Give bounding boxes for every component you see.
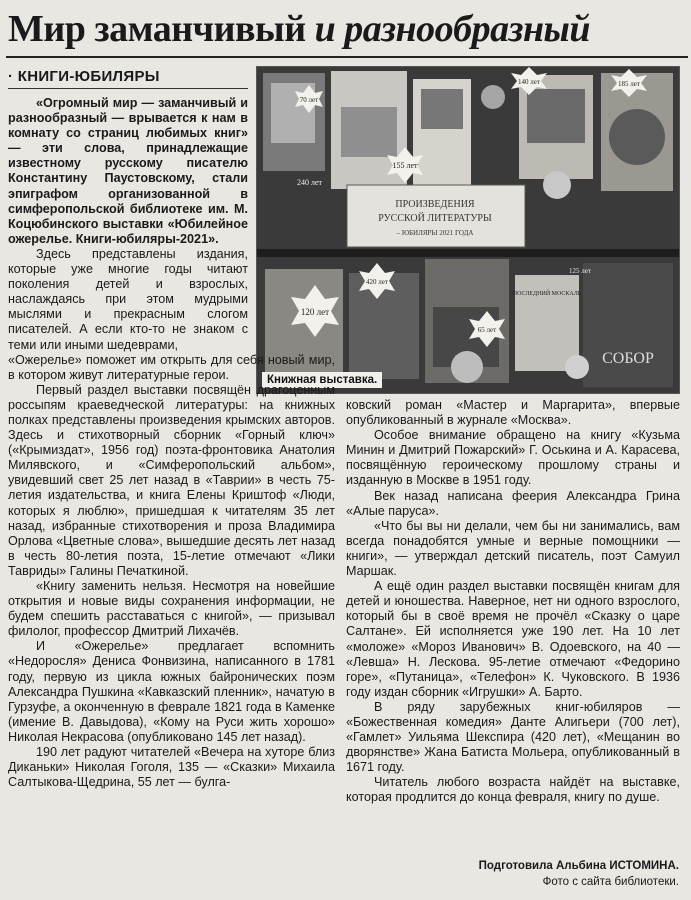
- left-column: [8, 96, 335, 790]
- headline-part2: и разнообразный: [314, 8, 591, 50]
- svg-text:155 лет: 155 лет: [392, 161, 418, 170]
- photo-credit: Фото с сайта библиотеки.: [542, 876, 679, 888]
- paragraph: Век назад написана феерия Александра Грина «Алые паруса».: [346, 488, 680, 518]
- paragraph: «Ожерелье» поможет им открыть для себя новый мир, в котором живут литературные герои.: [8, 352, 335, 382]
- paragraph: Первый раздел выставки посвящён драгоценным россыпям краеведческой литературы: на книжных полках представлены произведения крымских авторов. Здесь и стихотворный сборник «Горный ключ» («Крымиздат», 1956 год) поэта-фронтовика Анатолия Милявского, и «Симферопольский альбом», увидевший свет 25 лет назад в «Таврии» в честь 75-летия издательства, и книга Елены Криштоф «Люди, которых я люблю», пришедшая к читателям 35 лет назад, избранные стихотворения и проза Владимира Орлова «Цветные слова», вышедшие десять лет назад в честь 80-летия поэта, 15-летие отмечают «Лики Тавриды» Галины Печаткиной.: [8, 382, 335, 578]
- paragraph: А ещё один раздел выставки посвящён книгам для детей и юношества. Наверное, нет ни одного взрослого, который бы в своё время не прочёл «Сказку о царе Салтане». Ей исполняется уже 190 лет. На 10 лет «моложе» «Мороз Иванович» В. Одоевского, на 40 — «Левша» Н. Лескова. 95-летие отмечают «Федорино горе», «Путаница», «Телефон» К. Чуковского. В 1936 году издан сборник «Игрушки» А. Барто.: [346, 579, 680, 699]
- book-title-2: СОБОР: [602, 350, 654, 367]
- banner-line-3: – ЮБИЛЯРЫ 2021 ГОДА: [396, 229, 474, 237]
- rubric-label: · КНИГИ-ЮБИЛЯРЫ: [8, 68, 160, 85]
- paragraph: ковский роман «Мастер и Маргарита», впервые опубликованный в журнале «Москва».: [346, 398, 680, 428]
- paragraph: «Что бы вы ни делали, чем бы ни занимались, вам всегда понадобятся умные и верные помощники — книги», — утверждал детский писатель, поэт Самуил Маршак.: [346, 518, 680, 579]
- headline-part1: Мир заманчивый: [8, 8, 315, 50]
- author-credit: Подготовила Альбина ИСТОМИНА.: [478, 860, 679, 872]
- book-cover: [515, 275, 579, 371]
- page-headline: [8, 2, 688, 58]
- lead-paragraph: «Огромный мир — заманчивый и разнообразный — врывается к нам в комнату со страниц любимых книг» — эти слова, принадлежащие известному русскому писателю Константину Паустовскому, стали эпиграфом организованной в симферопольской библиотеке им. М. Коцюбинского выставки «Юбилейное ожерелье. Книги-юбиляры-2021».: [8, 96, 248, 246]
- photo-caption: Книжная выставка.: [262, 372, 382, 388]
- right-column: [346, 398, 680, 806]
- book-cover: [583, 263, 673, 387]
- svg-text:125 лет: 125 лет: [569, 267, 591, 275]
- article-credit: [479, 858, 679, 890]
- svg-text:120 лет: 120 лет: [300, 307, 330, 317]
- paragraph: Здесь представлены издания, которые уже многие годы читают поколения детей и взрослых, наслаждаясь при этом мудрыми мыслями и прекрасным слогом писателей. А если кто-то не знаком с теми или иными шедеврами,: [8, 246, 248, 352]
- svg-text:140 лет: 140 лет: [518, 78, 540, 86]
- paragraph: Особое внимание обращено на книгу «Кузьма Минин и Дмитрий Пожарский» Г. Оськина и А. Карасева, посвящённую героическому прошлому страны и изданную в Москве в 1951 году.: [346, 428, 680, 488]
- svg-text:65 лет: 65 лет: [477, 326, 497, 334]
- svg-text:420 лет: 420 лет: [366, 278, 388, 286]
- svg-text:240 лет: 240 лет: [297, 178, 323, 187]
- svg-text:185 лет: 185 лет: [618, 80, 640, 88]
- banner-line-2: РУССКОЙ ЛИТЕРАТУРЫ: [378, 213, 492, 224]
- paragraph: В ряду зарубежных книг-юбиляров — «Божественная комедия» Данте Алигьери (700 лет), «Гамлет» Уильяма Шекспира (420 лет), «Мещанин во дворянстве» Жана Батиста Мольера, опубликованный в 1671 году.: [346, 699, 680, 775]
- svg-text:70 лет: 70 лет: [299, 96, 319, 104]
- banner-line-1: ПРОИЗВЕДЕНИЯ: [395, 199, 475, 210]
- paragraph: 190 лет радуют читателей «Вечера на хуторе близ Диканьки» Николая Гоголя, 135 — «Сказки» Михаила Салтыкова-Щедрина, 55 лет — булга-: [8, 745, 335, 790]
- rubric-rule: [8, 88, 248, 89]
- paragraph: И «Ожерелье» предлагает вспомнить «Недоросля» Дениса Фонвизина, написанного в 1781 году, первую из цикла южных байронических поэм Александра Пушкина «Кавказский пленник», начатую в Гурзуфе, а оконченную в феврале 1821 года в Каменке (имение В. Давыдова), «Кому на Руси жить хорошо» Николая Некрасова (опубликовано 145 лет назад).: [8, 639, 335, 744]
- book-title-1: ПОСЛЕДНИЙ МОСКАЛЬ: [512, 291, 582, 297]
- paragraph: Читатель любого возраста найдёт на выставке, которая продлится до конца февраля, книгу по душе.: [346, 775, 680, 805]
- headline-rule: [6, 56, 688, 58]
- paragraph: «Книгу заменить нельзя. Несмотря на новейшие открытия и новые виды сохранения информации, не будем спешить расставаться с книгой», — призывал филолог, профессор Дмитрий Лихачёв.: [8, 579, 335, 639]
